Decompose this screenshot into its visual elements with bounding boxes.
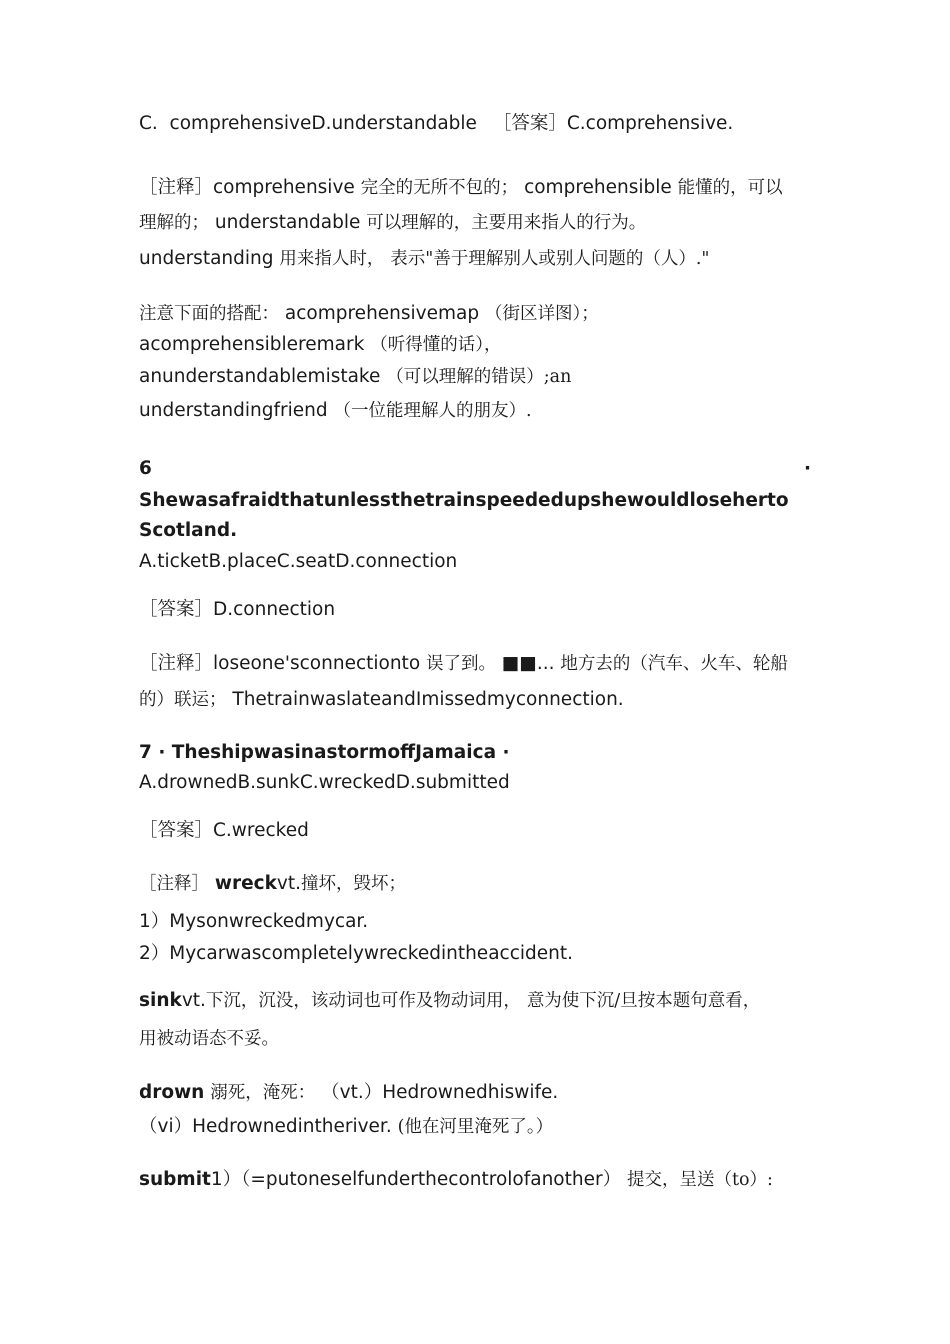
q7-note-wreck [139,868,406,900]
q6-note-text: 的）联运； [139,690,227,710]
sink-gloss: 下沉，沉没，该动词也可作及物动词用， [205,991,521,1011]
q7-drown-line-2 [139,1111,553,1143]
q7-note-pos: vt. [276,873,302,894]
q5-answer: ［答案］C.comprehensive. [492,113,734,134]
submit-headword: submit [139,1169,211,1190]
q7-note-gloss: 撞坏，毁坏； [301,874,407,894]
q5-note-text: 完全的无所不包的； [360,178,519,198]
q6-dot: · [803,458,811,479]
drown-example: （vt.）Hedrownedhiswife. [321,1082,559,1103]
collocation-gloss: （可以理解的错误）;an [386,367,572,387]
drown-translation: (他在河里淹死了。） [397,1117,554,1137]
q5-collocation-line-1 [139,298,599,330]
q6-stem-line-2: Scotland. [139,520,238,541]
q5-collocation-line-2 [139,329,501,361]
q7-options: A.drownedB.sunkC.wreckedD.submitted [139,772,510,793]
drown-example: （vi）Hedrownedintheriver. [139,1116,392,1137]
q5-note-word: comprehensible [524,177,672,198]
q6-stem-line-1: Shewasafraidthatunlessthetrainspeededupshewouldloseherto [139,490,789,511]
q6-number-line [139,453,811,485]
drown-gloss: 溺死，淹死： [210,1083,316,1103]
q6-answer: ［答案］D.connection [139,599,336,620]
collocation-phrase: understandingfriend [139,400,328,421]
q7-note-headword: wreck [214,873,277,894]
collocation-gloss: （一位能理解人的朋友）. [333,401,532,421]
q7-sink-line-1 [139,985,760,1017]
collocation-phrase: acomprehensivemap [284,303,480,324]
q6-note-line-1 [139,648,788,680]
drown-headword: drown [139,1082,205,1103]
q7-sink-line-2: 用被动语态不妥。 [139,1029,279,1049]
q5-note-line-3 [139,243,709,275]
collocation-gloss: （听得懂的话）， [370,335,502,355]
collocation-gloss: （街区详图）； [485,304,599,324]
submit-gloss: 提交，呈送（to）: [626,1170,773,1190]
sink-gloss: 意为使下沉/旦按本题句意看， [526,991,761,1011]
q5-note-word: understanding [139,248,274,269]
q7-answer: ［答案］C.wrecked [139,820,309,841]
q5-collocation-line-4 [139,395,532,427]
q6-note-glyphs: ■■... [501,653,555,674]
q6-note-text: 地方去的（汽车、火车、轮船 [560,654,788,674]
q5-note-line-2 [139,207,646,239]
q5-note-text: 表示"善于理解别人或别人问题的（人）." [390,249,710,269]
q5-note-line-1 [139,172,783,204]
q7-example-2: 2）Mycarwascompletelywreckedintheaccident. [139,943,573,964]
q5-note-text: 用来指人时， [279,249,385,269]
q6-note-example: ThetrainwaslateandImissedmyconnection. [232,689,624,710]
collocation-phrase: acomprehensibleremark [139,334,365,355]
q6-options: A.ticketB.placeC.seatD.connection [139,551,458,572]
submit-definition: 1）（=putoneselfunderthecontrolofanother） [210,1169,622,1190]
q5-collocation-line-3 [139,361,571,393]
q5-note-word: understandable [214,212,361,233]
q7-note-label: ［注释］ [139,874,209,894]
q7-example-1: 1）Mysonwreckedmycar. [139,911,369,932]
collocation-phrase: anunderstandablemistake [139,366,381,387]
q6-number: 6 [139,458,152,479]
q5-options-line [139,108,733,140]
collocation-intro: 注意下面的搭配： [139,304,279,324]
sink-pos: vt. [181,990,206,1011]
q6-note-text: 误了到。 [426,654,497,674]
q6-note-label: ［注释］loseone'sconnectionto [139,653,421,674]
sink-headword: sink [139,990,182,1011]
q5-options-tail: C. comprehensiveD.understandable [139,113,477,134]
q7-drown-line-1 [139,1077,558,1109]
q7-submit-line [139,1164,773,1196]
q5-note-text: 理解的； [139,213,209,233]
q7-stem: 7 · TheshipwasinastormoffJamaica · [139,742,510,763]
q6-note-line-2 [139,684,624,716]
q5-note-label: ［注释］comprehensive [139,177,355,198]
q5-note-text: 可以理解的，主要用来指人的行为。 [366,213,647,233]
q5-note-text: 能懂的，可以 [677,178,783,198]
